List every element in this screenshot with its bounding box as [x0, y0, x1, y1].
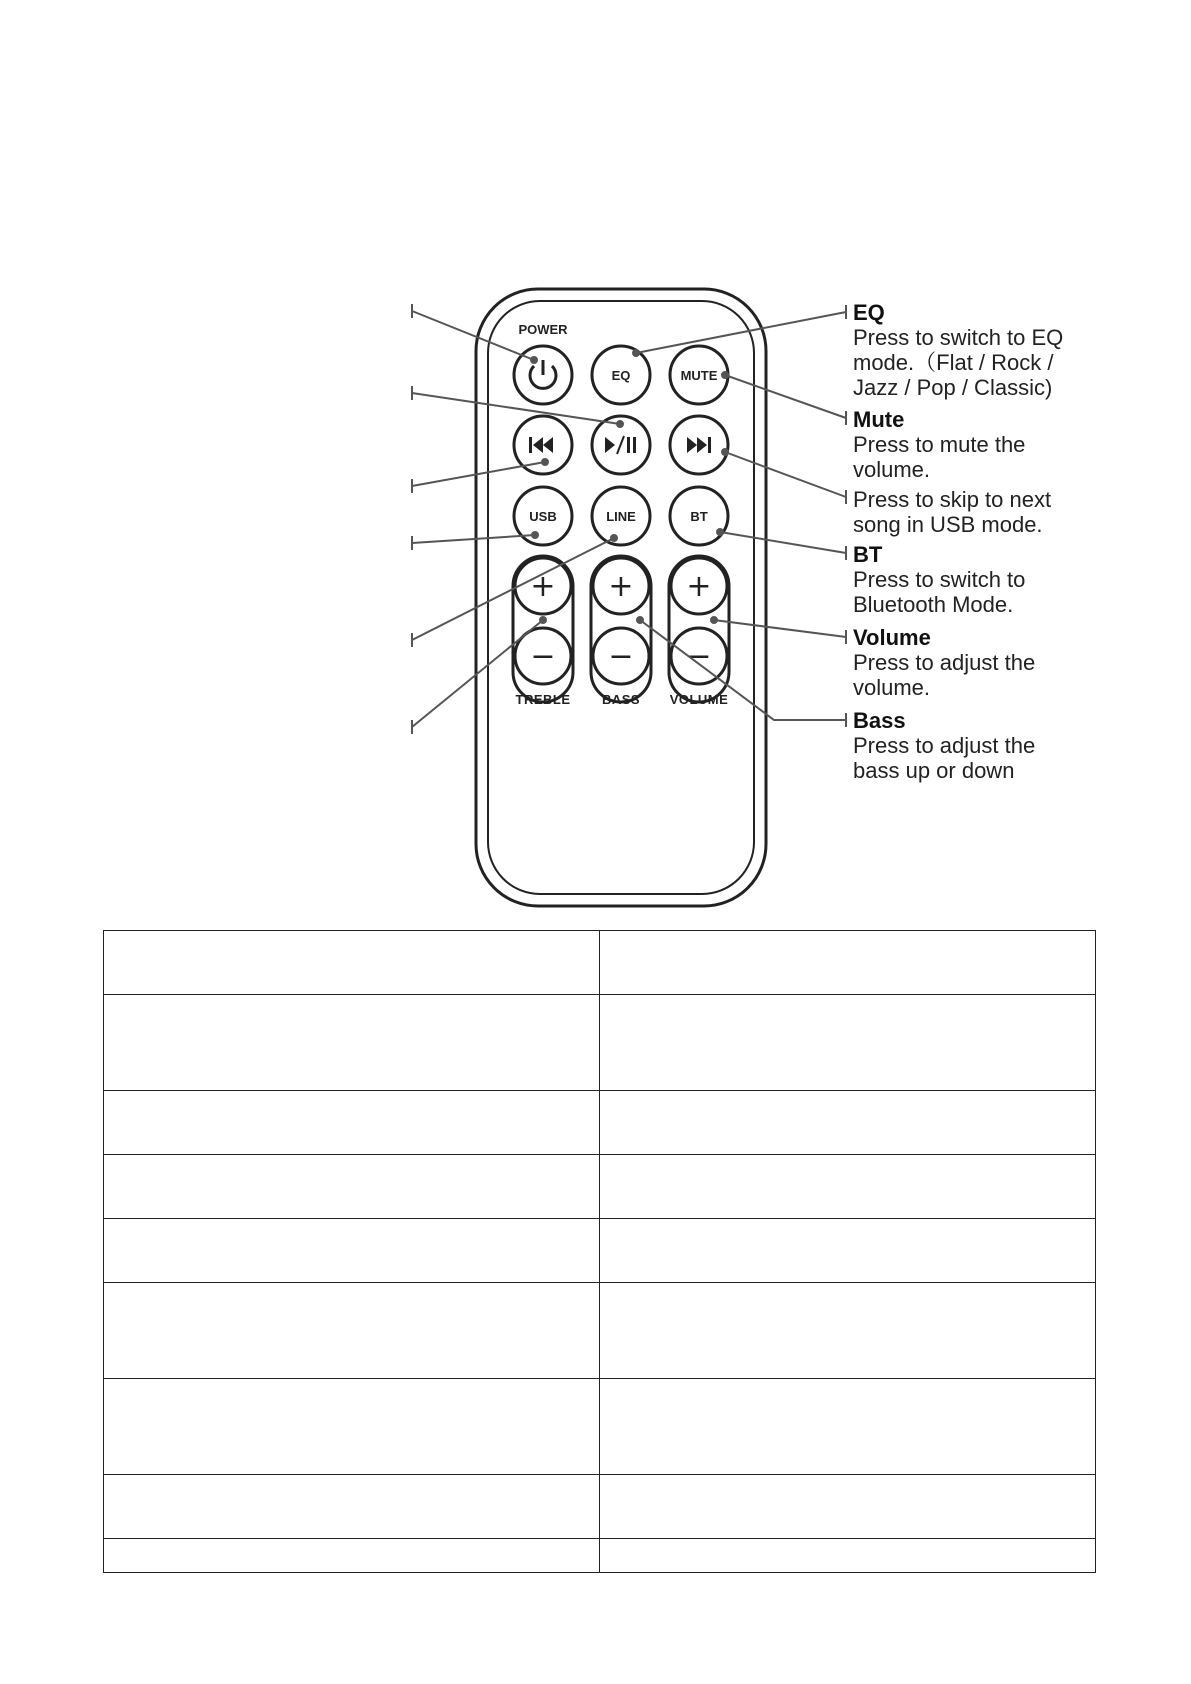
callout-line: Press to adjust the [853, 733, 1036, 758]
table-cell [600, 1475, 1096, 1539]
table-cell [600, 1283, 1096, 1379]
callout-next [853, 487, 1051, 537]
table-cell [600, 1379, 1096, 1475]
callout-title: Volume [853, 625, 931, 650]
callout-line: mode.（Flat / Rock / [853, 350, 1054, 375]
table-cell [104, 1539, 600, 1573]
table-cell [600, 1155, 1096, 1219]
bass-plus-icon: + [608, 569, 634, 604]
table-cell [104, 1283, 600, 1379]
function-table [103, 930, 1096, 1573]
table-cell [600, 1539, 1096, 1573]
table-row [104, 1219, 1096, 1283]
table-cell [104, 1219, 600, 1283]
callout-line: volume. [853, 675, 931, 700]
callout-line: Press to skip to next [853, 487, 1052, 512]
treble-plus-icon: + [530, 569, 556, 604]
mute-button-label: MUTE [680, 368, 718, 383]
table-row [104, 931, 1096, 995]
callout-bass [853, 708, 1035, 783]
callout-line: song in USB mode. [853, 512, 1043, 537]
callout-line: Bluetooth Mode. [853, 592, 1014, 617]
callout-line: bass up or down [853, 758, 1015, 783]
callout-line: Press to mute the [853, 432, 1026, 457]
table-cell [104, 1155, 600, 1219]
callout-line: Jazz / Pop / Classic) [853, 375, 1053, 400]
table-cell [600, 1219, 1096, 1283]
table-row [104, 1539, 1096, 1573]
callout-line: Press to adjust the [853, 650, 1036, 675]
bass-minus-icon: − [608, 639, 634, 674]
table-row [104, 1283, 1096, 1379]
callout-line: Press to switch to EQ [853, 325, 1064, 350]
table-cell [104, 1475, 600, 1539]
table-cell [104, 995, 600, 1091]
treble-minus-icon: − [530, 639, 556, 674]
callout-mute [853, 407, 1025, 482]
callout-volume [853, 625, 1035, 700]
table-cell [600, 995, 1096, 1091]
bt-button[interactable] [670, 487, 728, 545]
callout-line: Press to switch to [853, 567, 1026, 592]
usb-button-label: USB [529, 509, 557, 524]
line-button-label: LINE [606, 509, 636, 524]
callout-title: Bass [853, 708, 906, 733]
table-row [104, 1475, 1096, 1539]
bass-caption: BASS [601, 692, 641, 707]
table-cell [104, 1091, 600, 1155]
callout-line: volume. [853, 457, 931, 482]
power-caption: POWER [518, 322, 568, 337]
table-cell [104, 1379, 600, 1475]
table-row [104, 1091, 1096, 1155]
table-row [104, 1155, 1096, 1219]
line-button[interactable] [592, 487, 650, 545]
mute-button[interactable] [670, 346, 728, 404]
callout-title: Mute [853, 407, 905, 432]
callout-title: BT [853, 542, 883, 567]
table-cell [600, 931, 1096, 995]
eq-button[interactable] [592, 346, 650, 404]
bt-button-label: BT [690, 509, 708, 524]
table-cell [600, 1091, 1096, 1155]
callout-eq [853, 300, 1063, 400]
volume-minus-icon: − [686, 639, 712, 674]
eq-button-label: EQ [611, 368, 631, 383]
table-cell [104, 931, 600, 995]
callout-bt [853, 542, 1025, 617]
table-row [104, 995, 1096, 1091]
treble-rocker[interactable] [513, 556, 573, 702]
volume-caption: VOLUME [669, 692, 729, 707]
bass-rocker[interactable] [591, 556, 651, 702]
treble-caption: TREBLE [515, 692, 571, 707]
callout-title: EQ [853, 300, 885, 325]
volume-plus-icon: + [686, 569, 712, 604]
next-button[interactable] [670, 416, 728, 474]
table-row [104, 1379, 1096, 1475]
